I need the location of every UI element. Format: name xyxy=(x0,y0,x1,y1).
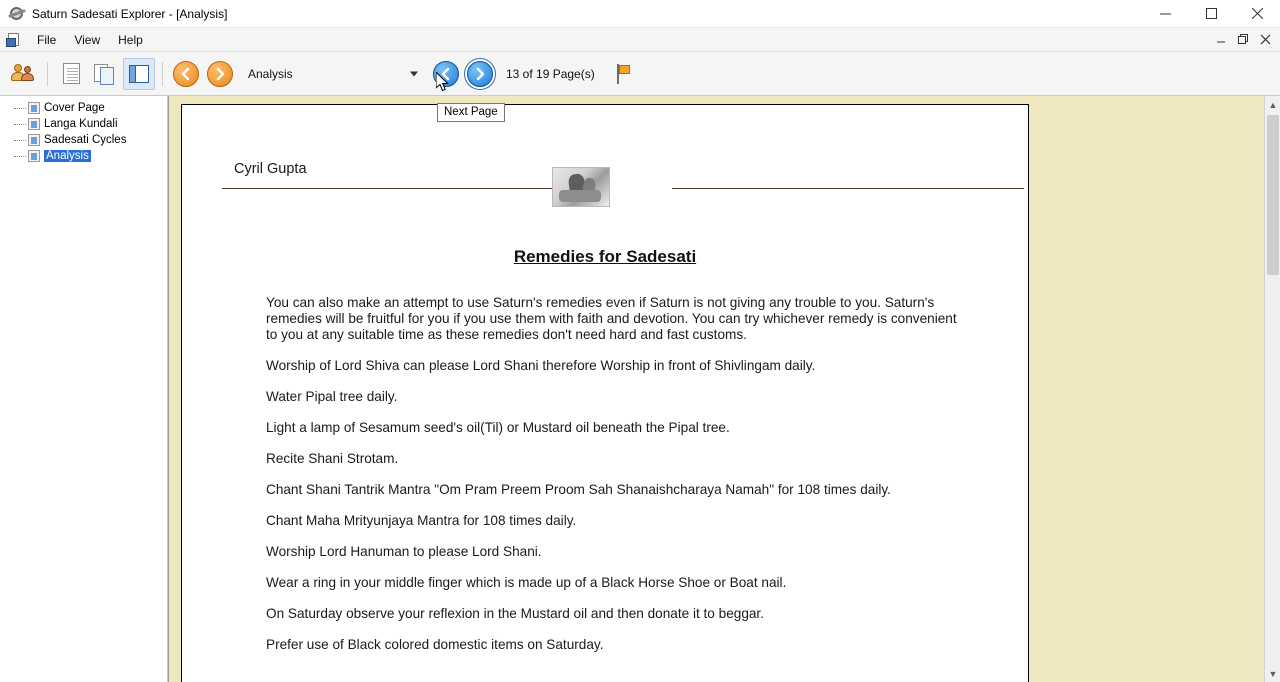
title-bar xyxy=(0,0,1280,28)
paragraph: Prefer use of Black colored domestic items on Saturday. xyxy=(266,637,604,652)
paragraph: Chant Shani Tantrik Mantra "Om Pram Preem Proom Sah Shanaishcharaya Namah" for 108 times daily. xyxy=(266,482,891,497)
tooltip: Next Page xyxy=(437,103,505,122)
mdi-window-controls xyxy=(1215,33,1280,46)
saturn-icon xyxy=(9,6,25,22)
minimize-icon[interactable] xyxy=(1142,0,1188,28)
forward-arrow-icon[interactable] xyxy=(204,58,236,90)
layout-icon[interactable] xyxy=(123,58,155,90)
paragraph: Light a lamp of Sesamum seed's oil(Til) or Mustard oil beneath the Pipal tree. xyxy=(266,420,730,435)
mdi-minimize-icon[interactable] xyxy=(1215,33,1228,46)
paragraph: You can also make an attempt to use Saturn's remedies even if Saturn is not giving any trouble to you. Saturn's remedies will be fruitful for you if you use them with faith and devotion. You can try whichever remedy is convenient to you at any suitable time as these remedies don't need hard and fast customs. xyxy=(266,295,957,342)
sidebar-item-label: Analysis xyxy=(46,150,89,162)
sidebar-item-cover-page[interactable] xyxy=(0,100,167,116)
paragraph: Worship Lord Hanuman to please Lord Shani. xyxy=(266,544,542,559)
pages-icon[interactable] xyxy=(89,58,121,90)
paragraph: Wear a ring in your middle finger which is made up of a Black Horse Shoe or Boat nail. xyxy=(266,575,787,590)
menu-item-file[interactable]: File xyxy=(37,32,57,47)
page-icon[interactable] xyxy=(55,58,87,90)
toolbar-separator xyxy=(47,62,48,86)
document-icon xyxy=(6,32,22,48)
menu-item-view[interactable]: View xyxy=(74,32,101,47)
previous-page-icon[interactable] xyxy=(430,58,462,90)
next-page-icon[interactable] xyxy=(464,58,496,90)
sidebar-item-label: Sadesati Cycles xyxy=(44,134,127,146)
sidebar-item-sadesati-cycles[interactable] xyxy=(0,132,167,148)
saturn-emblem-image xyxy=(552,167,610,207)
paragraph: Chant Maha Mrityunjaya Mantra for 108 times daily. xyxy=(266,513,577,528)
page-title: Remedies for Sadesati xyxy=(513,247,697,266)
close-icon[interactable] xyxy=(1234,0,1280,28)
paragraph: Recite Shani Strotam. xyxy=(266,451,399,466)
vertical-scrollbar[interactable] xyxy=(1264,96,1280,682)
maximize-icon[interactable] xyxy=(1188,0,1234,28)
tree-line xyxy=(14,156,26,157)
toolbar xyxy=(0,52,1280,96)
document-content xyxy=(266,295,962,653)
page-node-icon xyxy=(28,118,40,130)
header-author: Cyril Gupta xyxy=(234,161,307,177)
navigation-tree xyxy=(0,96,168,682)
document-page xyxy=(181,104,1029,682)
scrollbar-thumb[interactable] xyxy=(1267,115,1279,275)
sidebar-item-label: Cover Page xyxy=(44,102,105,114)
sidebar-item-langa-kundali[interactable] xyxy=(0,116,167,132)
sidebar-item-label: Langa Kundali xyxy=(44,118,118,130)
page-node-icon xyxy=(28,102,40,114)
menu-item-help[interactable]: Help xyxy=(118,32,143,47)
page-status: 13 of 19 Page(s) xyxy=(506,66,595,81)
header-rule-right xyxy=(672,188,1024,189)
window-title: Saturn Sadesati Explorer - [Analysis] xyxy=(32,6,228,21)
paragraph: On Saturday observe your reflexion in the Mustard oil and then donate it to beggar. xyxy=(266,606,764,621)
chevron-down-icon[interactable] xyxy=(410,71,418,76)
window-controls xyxy=(1142,0,1280,28)
tree-line xyxy=(14,124,26,125)
sidebar-item-analysis[interactable] xyxy=(0,148,167,164)
document-viewer[interactable] xyxy=(168,96,1280,682)
back-arrow-icon[interactable] xyxy=(170,58,202,90)
main-body xyxy=(0,96,1280,682)
paragraph: Worship of Lord Shiva can please Lord Shani therefore Worship in front of Shivlingam daily. xyxy=(266,358,816,373)
tree-line xyxy=(14,108,26,109)
paragraph: Water Pipal tree daily. xyxy=(266,389,398,404)
toolbar-separator xyxy=(162,62,163,86)
header-rule-left xyxy=(222,188,552,189)
people-icon[interactable] xyxy=(8,58,40,90)
page-node-icon xyxy=(28,150,40,162)
tree-line xyxy=(14,140,26,141)
mdi-close-icon[interactable] xyxy=(1259,33,1272,46)
page-node-icon xyxy=(28,134,40,146)
scroll-up-icon[interactable]: ▲ xyxy=(1268,99,1278,110)
mdi-restore-icon[interactable] xyxy=(1237,33,1250,46)
menu-bar xyxy=(0,28,1280,52)
flag-icon[interactable] xyxy=(607,58,639,90)
section-combo[interactable] xyxy=(244,63,424,85)
document-header xyxy=(222,145,988,225)
section-combo-value: Analysis xyxy=(248,66,293,81)
scroll-down-icon[interactable]: ▼ xyxy=(1268,668,1278,679)
